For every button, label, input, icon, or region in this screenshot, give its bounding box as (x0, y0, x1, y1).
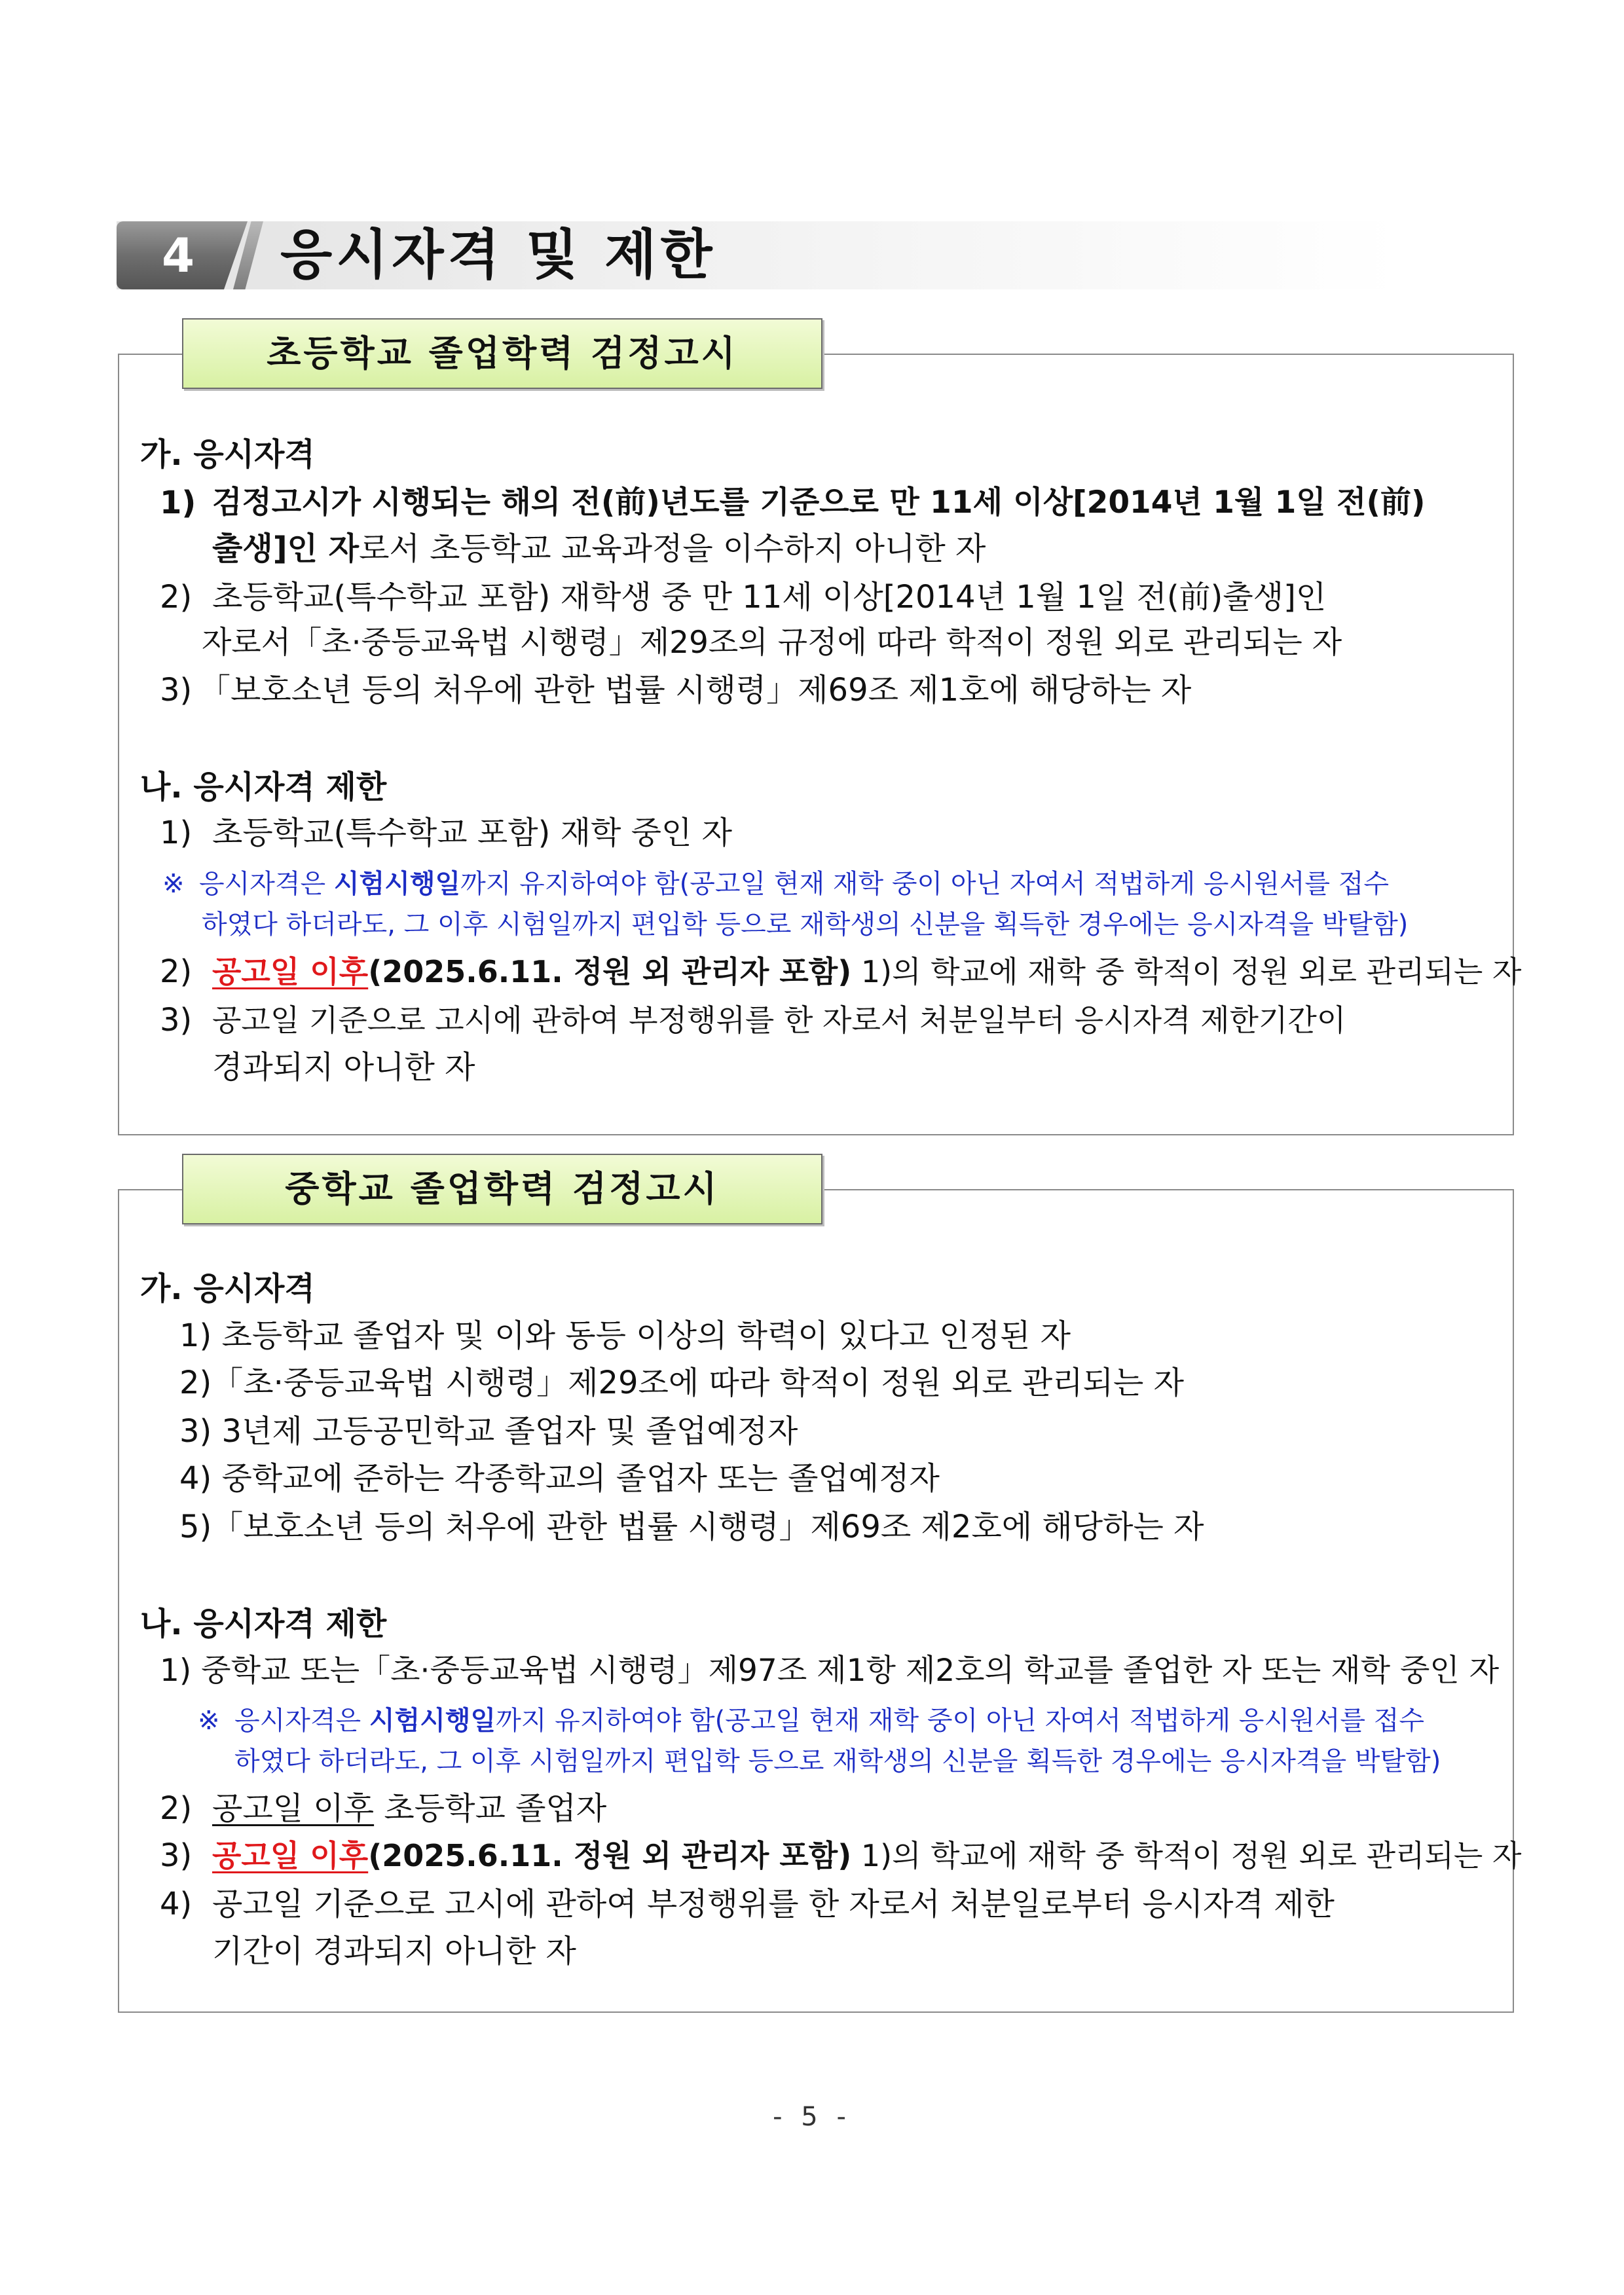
middle-note-line1c: 까지 유지하여야 함(공고일 현재 재학 중이 아닌 자여서 적법하게 응시원서를 접수 (496, 1706, 1424, 1736)
elementary-r2-number: 2) (160, 953, 193, 990)
middle-r3-line (212, 1836, 1521, 1875)
middle-r2-number: 2) (160, 1790, 193, 1827)
middle-eligibility-heading: 가. 응시자격 (140, 1270, 315, 1307)
section-title: 응시자격 및 제한 (280, 224, 716, 286)
middle-r4-line2: 기간이 경과되지 아니한 자 (212, 1933, 576, 1970)
elementary-r2-date: (2025.6.11. 정원 외 관리자 포함) (368, 954, 852, 989)
elementary-r1-number: 1) (160, 815, 193, 851)
elementary-note-exam-date: 시험시행일 (333, 869, 461, 899)
elementary-q1-line2 (212, 529, 986, 568)
middle-note-line1 (234, 1701, 1424, 1740)
middle-r1: 1) 중학교 또는「초·중등교육법 시행령」제97조 제1항 제2호의 학교를 졸업한 자 또는 재학 중인 자 (160, 1653, 1500, 1689)
page-number: - 5 - (773, 2102, 851, 2132)
middle-r3-after-notice: 공고일 이후 (212, 1838, 369, 1873)
elementary-q1-number: 1) (160, 485, 196, 521)
middle-note-mark: ※ (198, 1706, 220, 1736)
middle-restriction-heading: 나. 응시자격 제한 (140, 1606, 387, 1642)
middle-q2: 2)「초·중등교육법 시행령」제29조에 따라 학적이 정원 외로 관리되는 자 (179, 1365, 1184, 1401)
middle-r2-after-notice: 공고일 이후 (212, 1790, 375, 1827)
elementary-q3-line1: 「보호소년 등의 처우에 관한 법률 시행령」제69조 제1호에 해당하는 자 (199, 672, 1192, 708)
middle-note-exam-date: 시험시행일 (369, 1706, 496, 1736)
elementary-note-line2: 하였다 하더라도, 그 이후 시험일까지 편입학 등으로 재학생의 신분을 획득한 경우에는 응시자격을 박탈함) (202, 909, 1409, 940)
elementary-note-mark: ※ (162, 869, 185, 899)
elementary-tab: 초등학교 졸업학력 검정고시 (182, 318, 822, 389)
elementary-note-line1 (199, 864, 1389, 904)
middle-note-line1a: 응시자격은 (234, 1706, 369, 1736)
middle-q1: 1) 초등학교 졸업자 및 이와 동등 이상의 학력이 있다고 인정된 자 (179, 1317, 1071, 1354)
elementary-note-line1a: 응시자격은 (199, 869, 334, 899)
middle-q4: 4) 중학교에 준하는 각종학교의 졸업자 또는 졸업예정자 (179, 1460, 940, 1497)
middle-q5: 5)「보호소년 등의 처우에 관한 법률 시행령」제69조 제2호에 해당하는 자 (179, 1509, 1204, 1545)
elementary-box (118, 354, 1522, 1135)
elementary-q1-line1: 검정고시가 시행되는 해의 전(前)년도를 기준으로 만 11세 이상[2014년 1월 1일 전(前) (212, 485, 1426, 521)
elementary-q1-line2-bold: 출생]인 자 (212, 530, 360, 567)
elementary-q3-number: 3) (160, 672, 193, 708)
middle-box (118, 1189, 1522, 2013)
section-number: 4 (161, 228, 195, 283)
elementary-restriction-heading: 나. 응시자격 제한 (140, 769, 387, 805)
middle-r2-rest: 초등학교 졸업자 (374, 1790, 607, 1827)
middle-r3-number: 3) (160, 1837, 193, 1874)
middle-r3-rest: 1)의 학교에 재학 중 학적이 정원 외로 관리되는 자 (851, 1838, 1522, 1873)
elementary-q1-line2-rest: 로서 초등학교 교육과정을 이수하지 아니한 자 (359, 530, 986, 567)
elementary-r2-after-notice: 공고일 이후 (212, 954, 369, 989)
elementary-q2-number: 2) (160, 579, 193, 615)
middle-r4-line1: 공고일 기준으로 고시에 관하여 부정행위를 한 자로서 처분일로부터 응시자격 제한 (212, 1886, 1335, 1922)
elementary-r1-line1: 초등학교(특수학교 포함) 재학 중인 자 (212, 815, 733, 851)
elementary-r3-line1: 공고일 기준으로 고시에 관하여 부정행위를 한 자로서 처분일부터 응시자격 제한기간이 (212, 1002, 1346, 1038)
middle-tab: 중학교 졸업학력 검정고시 (182, 1154, 822, 1224)
elementary-note-line1c: 까지 유지하여야 함(공고일 현재 재학 중이 아닌 자여서 적법하게 응시원서를 접수 (460, 869, 1389, 899)
elementary-eligibility-heading: 가. 응시자격 (140, 436, 315, 473)
elementary-q2-line1: 초등학교(특수학교 포함) 재학생 중 만 11세 이상[2014년 1월 1일 전(前)출생]인 (212, 579, 1327, 615)
elementary-r3-number: 3) (160, 1002, 193, 1038)
section-header (117, 216, 1400, 295)
elementary-r2-line (212, 952, 1521, 991)
middle-r2-line (212, 1789, 606, 1828)
middle-r3-date: (2025.6.11. 정원 외 관리자 포함) (368, 1838, 852, 1873)
middle-r4-number: 4) (160, 1886, 193, 1922)
elementary-r3-line2: 경과되지 아니한 자 (212, 1049, 475, 1086)
middle-q3: 3) 3년제 고등공민학교 졸업자 및 졸업예정자 (179, 1413, 798, 1450)
elementary-q2-line2: 자로서「초·중등교육법 시행령」제29조의 규정에 따라 학적이 정원 외로 관리되는 자 (202, 625, 1342, 661)
middle-note-line2: 하였다 하더라도, 그 이후 시험일까지 편입학 등으로 재학생의 신분을 획득한 경우에는 응시자격을 박탈함) (234, 1746, 1441, 1776)
elementary-r2-rest: 1)의 학교에 재학 중 학적이 정원 외로 관리되는 자 (851, 954, 1522, 989)
